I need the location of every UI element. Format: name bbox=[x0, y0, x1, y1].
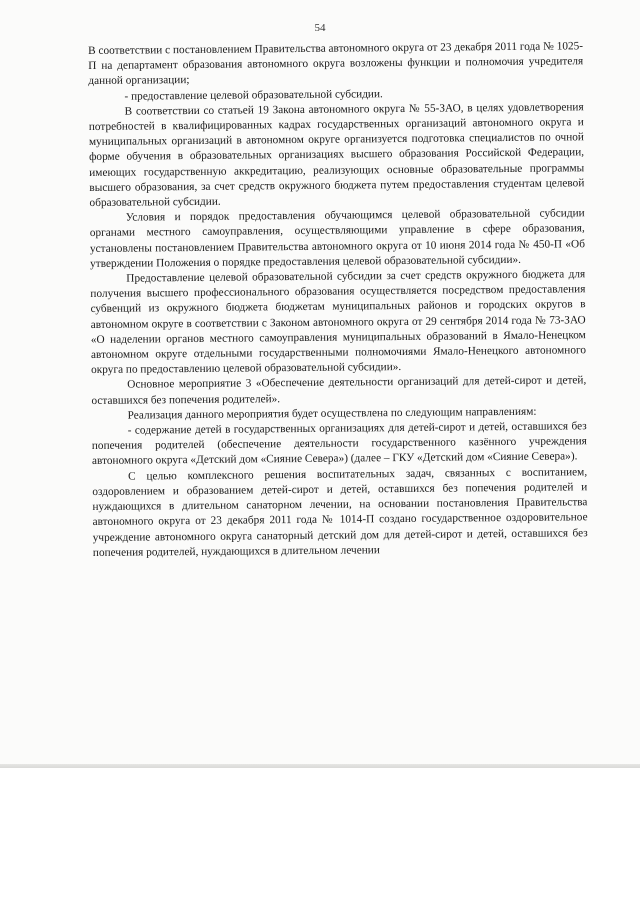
paragraph: Предоставление целевой образовательной субсидии за счет средств окружного бюджета для получения высшего профессионального образования осуществляется посредством предоставления субвенций из окружного бюджета бюджетам муниципальных районов и городских округов в автономном округе в соответствии с Законом автономного округа от 29 сентября 2014 года № 73-ЗАО «О наделении органов местного самоуправления муниципальных образований в Ямало-Ненецком автономном округе отдельными государственными полномочиями Ямало-Ненецкого автономного округа по предоставлению целевой образовательной субсидии». bbox=[90, 268, 587, 377]
page-bottom-edge bbox=[0, 764, 640, 768]
paragraph: - содержание детей в государственных организациях для детей-сирот и детей, оставшихся без попечения родителей (обеспечение деятельности государственного казённого учреждения автономного округа «Детский дом «Сияние Севера») (далее – ГКУ «Детский дом «Сияние Севера»). bbox=[91, 420, 587, 468]
paragraph: С целью комплексного решения воспитательных задач, связанных с воспитанием, оздоровлением и образованием детей-сирот и детей, оставшихся без попечения родителей и нуждающихся в длительном санаторном лечении, на основании постановления Правительства автономного округа от 23 декабря 2011 года № 1014-П создано государственное оздоровительное учреждение автономного округа санаторный детский дом для детей-сирот и детей, оставшихся без попечения родителей, нуждающихся в длительном лечении bbox=[92, 465, 588, 559]
paragraph: - предоставление целевой образовательной субсидии. bbox=[124, 87, 383, 103]
paragraph: Основное мероприятие 3 «Обеспечение деятельности организаций для детей-сирот и детей, оставшихся без попечения родителей». bbox=[91, 374, 587, 407]
paragraph: Условия и порядок предоставления обучающимся целевой образовательной субсидии органами местного самоуправления, осуществляющими управление в сфере образования, установлены постановлением Правительства автономного округа от 10 июня 2014 года № 450-П «Об утверждении Положения о порядке предоставления целевой образовательной субсидии». bbox=[89, 207, 585, 270]
paragraph: В соответствии с постановлением Правительства автономного округа от 23 декабря 2011 года № 1025-П на департамент образования автономного округа возложены функции и полномочия учредителя данной организации; bbox=[88, 40, 584, 88]
paragraph: Реализация данного мероприятия будет осуществлена по следующим направлениям: bbox=[127, 405, 537, 422]
document-body bbox=[88, 39, 588, 561]
paragraph: В соответствии со статьей 19 Закона автономного округа № 55-ЗАО, в целях удовлетворения потребностей в квалифицированных кадрах государственных организаций автономного округа и муниципальных организаций в автономном округе организуется подготовка специалистов по очной форме обучения в образовательных организациях высшего образования Российской Федерации, имеющих государственную аккредитацию, реализующих основные образовательные программы высшего образования, за счет средств окружного бюджета путем предоставления студентам целевой образовательной субсидии. bbox=[88, 101, 585, 210]
page-number: 54 bbox=[314, 22, 326, 34]
